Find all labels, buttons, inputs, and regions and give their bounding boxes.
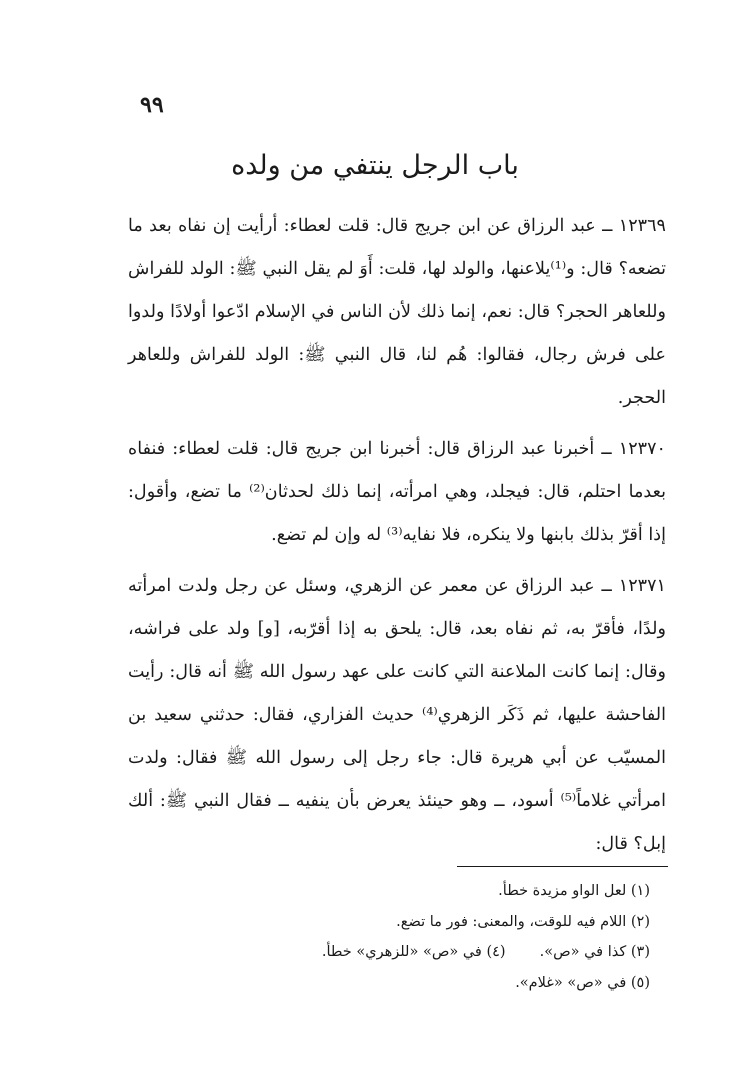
hadith-12370: ١٢٣٧٠ ــ أخبرنا عبد الرزاق قال: أخبرنا ابن جريج قال: قلت لعطاء: فنفاه بعدما احتلم، قال: فيجلد، وهي امرأته، إنما ذلك لحدثان⁽²⁾ ما تضع، وأقول: إذا أقرّ بذلك بابنها ولا ينكره، فلا نفايه⁽³⁾ له وإن لم تضع. bbox=[128, 439, 666, 545]
footnote-2: (٢) اللام فيه للوقت، والمعنى: فور ما تضع. bbox=[396, 913, 650, 930]
footnote-5: (٥) في «ص» «غلام». bbox=[515, 974, 650, 991]
hadith-12369: ١٢٣٦٩ ــ عبد الرزاق عن ابن جريج قال: قلت لعطاء: أرأيت إن نفاه بعد ما تضعه؟ قال: و⁽¹⁾يلاعنها، والولد لها، قلت: أَوَ لم يقل النبي ﷺ: الولد للفراش وللعاهر الحجر؟ قال: نعم، إنما ذلك لأن الناس في الإسلام ادّعوا أولادًا ولدوا على فرش رجال، فقالوا: هُم لنا، قال النبي ﷺ: الولد للفراش وللعاهر الحجر. bbox=[128, 216, 666, 408]
footnote-divider bbox=[457, 866, 668, 867]
footnotes bbox=[180, 876, 650, 998]
page-number: ٩٩ bbox=[140, 92, 164, 118]
hadith-12371: ١٢٣٧١ ــ عبد الرزاق عن معمر عن الزهري، وسئل عن رجل ولدت امرأته ولدًا، فأقرّ به، ثم نفاه بعد، قال: يلحق به إذا أقرّبه، [و] ولد على فراشه، وقال: إنما كانت الملاعنة التي كانت على عهد رسول الله ﷺ أنه قال: رأيت الفاحشة عليها، ثم ذَكَر الزهري⁽⁴⁾ حديث الفزاري، فقال: حدثني سعيد بن المسيّب عن أبي هريرة قال: جاء رجل إلى رسول الله ﷺ فقال: ولدت امرأتي غلاماً⁽⁵⁾ أسود، ــ وهو حينئذ يعرض بأن ينفيه ــ فقال النبي ﷺ: ألك إبل؟ قال: bbox=[128, 576, 666, 854]
footnote-row-3-4 bbox=[180, 937, 650, 968]
footnote-4: (٤) في «ص» «للزهري» خطأ. bbox=[321, 944, 506, 960]
hadith-list bbox=[128, 205, 666, 872]
footnote-1: (١) لعل الواو مزيدة خطأ. bbox=[498, 883, 650, 899]
chapter-title: باب الرجل ينتفي من ولده bbox=[231, 150, 519, 181]
footnote-3: (٣) كذا في «ص». bbox=[539, 944, 650, 960]
